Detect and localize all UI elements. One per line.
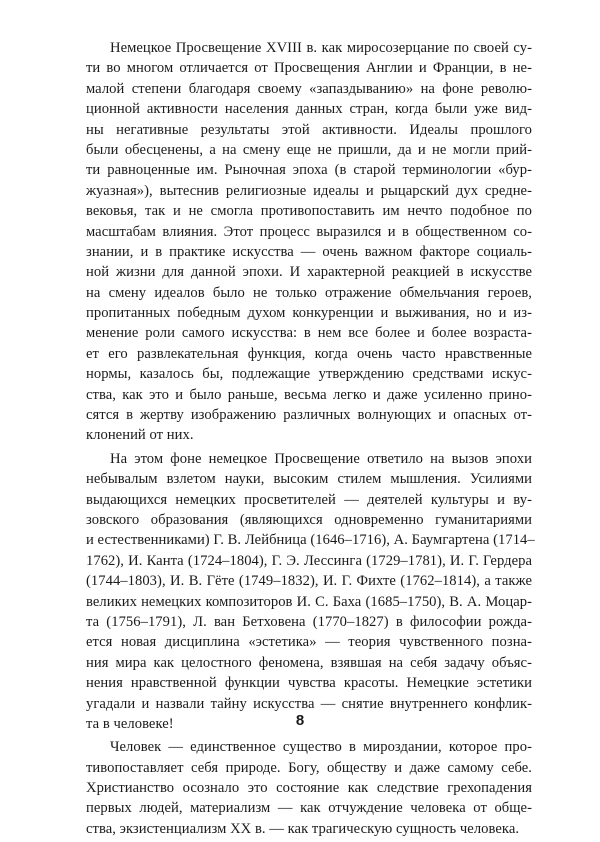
text-line: пропитанных победным духом конкуренции и выживания, но и из-: [86, 305, 532, 322]
paragraph: [86, 449, 535, 734]
text-line: малой степени благодаря своему «запаздыванию» на фоне револю-: [86, 80, 532, 97]
text-line: ет его развлекательная функция, когда очень часто нравственные: [86, 345, 532, 362]
text-line: жуазная»), вытеснив религиозные идеалы и рыцарский дух средне-: [86, 182, 532, 199]
text-line: сятся в жертву изображению различных волнующих и опасных от-: [86, 407, 532, 424]
paragraph: [86, 38, 532, 446]
text-line: первых людей, материализм — как отчуждение человека от обще-: [86, 800, 532, 817]
text-line: 1762), И. Канта (1724–1804), Г. Э. Лессинга (1729–1781), И. Г. Гердера: [86, 552, 532, 569]
text-line: ной жизни для данной эпохи. И характерной реакцией в искусстве: [86, 264, 532, 281]
text-line: (1744–1803), И. В. Гёте (1749–1832), И. Г. Фихте (1762–1814), а также: [86, 573, 532, 590]
text-line: вековья, так и не смогла противопоставить им нечто подобное по: [86, 203, 532, 220]
text-line: та (1756–1791), Л. ван Бетховена (1770–1827) в философии рожда-: [86, 613, 532, 630]
text-line: менение роли самого искусства: в нем все более и более возраста-: [86, 325, 532, 342]
paragraph: [86, 737, 532, 839]
text-line: ти во многом отличается от Просвещения Англии и Франции, в не-: [86, 60, 532, 77]
text-line: выдающихся немецких просветителей — деятелей культуры и ву-: [86, 491, 532, 508]
text-line: небывалым взлетом науки, высоким стилем мышления. Усилиями: [86, 471, 532, 488]
text-line: нения нравственной функции чувства красоты. Немецкие эстетики: [86, 675, 532, 692]
text-line: угадали и назвали тайну искусства — снятие внутреннего конфлик-: [86, 695, 532, 712]
text-line: ны негативные результаты этой активности. Идеалы прошлого: [86, 121, 532, 138]
text-line: нормы, казалось бы, подлежащие утверждению средствами искус-: [86, 366, 532, 383]
text-line: масштабам влияния. Этот процесс выразился и в общественном со-: [86, 223, 532, 240]
text-line: ния мира как целостного феномена, взявшая на себя задачу объяс-: [86, 654, 532, 671]
text-line: тивопоставляет себя природе. Богу, обществу и даже самому себе.: [86, 759, 532, 776]
text-line: великих немецких композиторов И. С. Баха (1685–1750), В. А. Моцар-: [86, 593, 532, 610]
text-line: Немецкое Просвещение XVIII в. как миросозерцание по своей су-: [110, 40, 532, 56]
text-line: знании, и в практике искусства — очень важном факторе социаль-: [86, 243, 532, 260]
text-line: на смену идеалов было не только отражение обмельчания героев,: [86, 284, 532, 301]
text-line: ти равноценные им. Рыночная эпоха (в старой терминологии «бур-: [86, 162, 532, 179]
text-line: та в человеке!: [86, 715, 174, 732]
text-line: клонений от них.: [86, 427, 194, 444]
text-line: На этом фоне немецкое Просвещение ответило на вызов эпохи: [110, 450, 532, 467]
text-line: и естественниками) Г. В. Лейбница (1646–1716), А. Баумгартена (1714–: [86, 532, 535, 549]
text-line: Человек — единственное существо в мироздании, которое про-: [110, 739, 532, 756]
text-line: зовского образования (являющихся одновременно гуманитариями: [86, 511, 532, 528]
text-line: Христианство осознало это состояние как следствие грехопадения: [86, 780, 532, 797]
text-line: ется новая дисциплина «эстетика» — теория чувственного позна-: [86, 634, 532, 651]
text-line: ционной активности населения данных стран, когда были уже вид-: [86, 101, 532, 118]
page-number: 8: [295, 712, 305, 729]
text-line: ства, экзистенциализм XX в. — как трагическую сущность человека.: [86, 820, 520, 837]
text-line: ства, как это и было раньше, весьма легко и даже усиленно прино-: [86, 386, 532, 403]
text-line: были обесценены, а на смену еще не пришли, да и не могли прий-: [86, 141, 532, 158]
